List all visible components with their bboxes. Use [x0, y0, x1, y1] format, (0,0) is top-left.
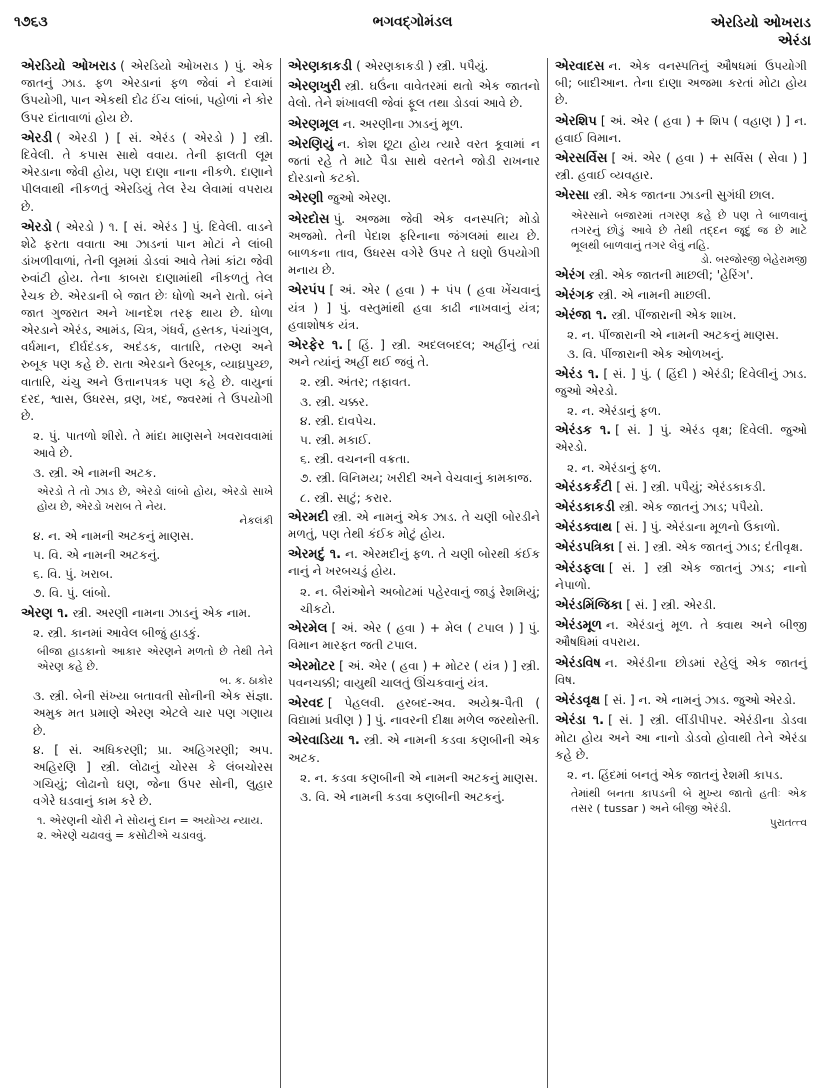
headword: એરવાદસ	[555, 59, 605, 74]
definition: સ્ત્રી. ઘઉંના વાવેતરમાં થતો એક જાતનો વેલો. તેને શંખાવલી જેવાં ફૂલ તથા ડોડવાં આવે છે.	[288, 79, 540, 111]
dictionary-entry	[555, 519, 807, 536]
definition: [ સં. ] સ્ત્રી એક જાતનું ઝાડ; નાનો નેપાળો.	[555, 560, 807, 592]
citation-source: ડો. બરજોરજી બેહેરામજી	[700, 253, 807, 266]
dictionary-entry	[288, 509, 540, 543]
dictionary-entry	[555, 58, 807, 110]
dictionary-entry	[21, 605, 273, 622]
citation-source: નેકલંકી	[239, 514, 273, 527]
definition: સ્ત્રી. એ નામની માછલી.	[598, 287, 712, 302]
definition: [ સં. ] સ્ત્રી. એરડી.	[626, 598, 717, 613]
dictionary-entry	[21, 219, 273, 425]
headword: એરમદી	[288, 509, 329, 525]
dictionary-entry	[288, 78, 540, 112]
headword: એરંગક	[555, 287, 595, 303]
definition: [ અં. એર ( હવા ) + શિપ ( વહાણ ) ] ન. હવાઈ વિમાન.	[555, 113, 807, 145]
definition: ન. અરણીના ઝાડનું મૂળ.	[342, 116, 464, 131]
definition: સ્ત્રી. એ નામની કડવા કણબીની એક અટક.	[288, 733, 540, 765]
sub-sense: ૨. ન. કડવા કણબીની એ નામની અટકનું માણસ.	[300, 770, 539, 785]
headword: એરંજા ૧.	[555, 308, 608, 324]
headword: એરવાડિયા ૧.	[288, 733, 360, 749]
definition: સ્ત્રી. પીંજારાની એક શાખ.	[611, 308, 737, 323]
dictionary-entry	[555, 113, 807, 147]
headword: એરસા	[555, 188, 590, 204]
headword: એરંડમૂળ	[555, 618, 602, 634]
sub-sense: ૭. વિ. પું. લાંબો.	[33, 586, 111, 601]
dictionary-entry	[21, 130, 273, 216]
definition: ન. એરંડીના છોડમાં રહેલું એક જાતનું વિષ.	[555, 655, 807, 687]
quotation: એરસાને બજારમાં તગરણ કહે છે પણ તે બાળવાનું તગરનું છોડું આવે છે તેથી તદ્દન જૂદું જ છે માટે ભૂલથી બાળવાનું તગર લેવું નહિ.	[571, 208, 807, 252]
headword: એરણિયું	[288, 136, 334, 152]
definition: [ સં. ] સ્ત્રી. પપૈયું; એરંડકાકડી.	[616, 479, 766, 494]
headword: એરંડવિષ	[555, 655, 601, 671]
citation-source: બ. ક. ઠાકોર	[219, 675, 273, 688]
definition: [ અં. એર ( હવા ) + સર્વિસ ( સેવા ) ] સ્ત્રી. હવાઈ વ્યવહાર.	[555, 151, 807, 183]
headword: એરણકાકડી	[288, 59, 353, 74]
definition: ( એરડો ) ૧. [ સં. એરંડ ] પું. દિવેલી. વાડને શેઢે ફરતા વવાતા આ ઝાડનાં પાન મોટાં ને લાંબી ડાંખળીવાળાં, તેની લૂમમાં ડોડવાં આવે તેમાં કાંટા જેવી રુવાંટી હોય. તેના કાબરા દાણામાંથી નીકળતું તેલ રેચક છે. એરડાની બે જાત છેઃ ધોળો અને રાતો. બંને જાત ગુજરાત અને ખાનદેશ તરફ થાય છે. ધોળા એરડાને એરંડ, આમંડ, ચિત્ર, ગંધર્વ, હસ્તક, પંચાંગુલ, વર્ધમાન, દીર્ઘદંડક, અદંડક, વાતારિ, તરુણ અને રુબૂક પણ કહે છે. રાતા એરડાને ઉરબૂક, વ્યાઘ્રપુચ્છ, વાતારિ, ચંચુ અને ઉત્તાનપત્રક પણ કહે છે. વાયુનાં દરદ, શ્વાસ, ઉધરસ, વ્રણ, ખદ, જ્વરમાં તે ઉપયોગી છે.	[21, 219, 273, 424]
definition: [ સં. ] સ્ત્રી. લીંડીપીપર. એરંડીના ડોડવા મોટા હોય અને આ નાનો ડોડવો હોવાથી તેને એરંડા કહે છે.	[555, 713, 808, 762]
definition: [ અં. એર ( હવા ) + મોટર ( યંત્ર ) ] સ્ત્રી. પવનચક્કી; વાયુથી ચાલતું ઊંચકવાનું યંત્ર.	[288, 658, 540, 690]
sub-sense: ૮. સ્ત્રી. સાટું; કરાર.	[300, 490, 393, 505]
dictionary-entry	[21, 58, 273, 127]
definition: સ્ત્રી. એ નામનું એક ઝાડ. તે ચણી બોરડીને મળતું, પણ તેથી કંઈક મોટું હોય.	[288, 509, 540, 542]
dictionary-entry	[555, 560, 807, 594]
dictionary-entry	[555, 187, 807, 204]
headword: એરદોસ	[288, 211, 330, 227]
sub-sense: ૩. વિ. પીંજારાની એક ઓળખનું.	[567, 347, 725, 362]
definition: [ પેહલવી. હરબદ-અવ. અયેશ્ર-પૈતી ( વિદ્યામાં પ્રવીણ ) ] પું. નાવરની દીક્ષા મળેલ જરથોસ્તી.	[288, 695, 540, 728]
headword: એરમોટર	[288, 658, 336, 674]
sub-sense: ૨. ન. એરંડાનું ફળ.	[567, 404, 662, 419]
dictionary-entry	[555, 597, 807, 614]
dictionary-entry	[555, 287, 807, 304]
dictionary-entry	[555, 539, 807, 556]
headword: એરણી	[288, 191, 324, 207]
definition: [ સં. ] પું. એરંડ વૃક્ષ; દિવેલી. જુઓ એરડો.	[555, 423, 807, 455]
sub-sense: ૨. સ્ત્રી. કાનમાં આવેલ બીજું હાડકું.	[33, 625, 201, 640]
definition: ન. એરંડાનું મૂળ. તે ક્વાથ અને બીજી ઔષધિમાં વપરાય.	[555, 618, 807, 650]
definition: [ સં. ] પું. એરંડાના મૂળનો ઉકાળો.	[616, 520, 781, 535]
sub-sense: ૨. ન. હિંદમાં બનતું એક જાતનું રેશમી કાપડ.	[567, 767, 784, 782]
guide-words	[711, 14, 811, 50]
definition: ( એરણકાકડી ) સ્ત્રી. પપૈયું.	[356, 59, 489, 73]
headword: એરમદું ૧.	[288, 547, 342, 563]
dictionary-entry	[288, 58, 540, 75]
sub-sense: ૪. સ્ત્રી. દાવપેચ.	[300, 413, 377, 428]
dictionary-entry	[555, 366, 807, 400]
headword: એરંડક ૧.	[555, 423, 612, 439]
definition: ન. કોશ છૂટા હોય ત્યારે વરત કૂવામાં ન જતાં રહે તે માટે પૈડા સાથે વરતને જોડી રાખનાર દોરડાનો કટકો.	[288, 136, 540, 186]
headword: એરંડક્વાથ	[555, 520, 613, 536]
dictionary-entry	[288, 658, 540, 692]
sub-sense: ૩. સ્ત્રી. ચક્કર.	[300, 394, 369, 409]
sub-sense: ૨. પું. પાતળો શીરો. તે માંદા માણસને ખવરાવવામાં આવે છે.	[33, 429, 273, 461]
guide-word-first: એરડિયો ઓખરાડ	[710, 15, 811, 31]
sub-sense: ૩. વિ. એ નામની કડવા કણબીની અટકનું.	[300, 789, 505, 804]
definition: [ સં. ] ન. એ નામનું ઝાડ. જુઓ એરડો.	[604, 693, 796, 708]
headword: એરંડવૃક્ષ	[555, 693, 601, 709]
headword: એરંડકાકડી	[555, 500, 615, 516]
dictionary-entry	[555, 712, 807, 764]
dictionary-columns	[14, 58, 814, 1088]
headword: એરંડપત્રિકા	[555, 540, 615, 556]
definition: જુઓ એરણ.	[327, 191, 392, 206]
headword: એરપંપ	[288, 283, 326, 299]
book-title: ભગવદ્ગોમંડલ	[372, 14, 453, 30]
sub-sense: ૩. સ્ત્રી. બેની સંખ્યા બતાવતી સોનીની એક સંજ્ઞા. અમુક મત પ્રમાણે એરણ એટલે ચાર પણ ગણાય છે.	[33, 689, 273, 738]
definition: [ સં. ] સ્ત્રી. એક જાતનું ઝાડ; દંતીવૃક્ષ.	[618, 540, 803, 555]
dictionary-entry	[555, 692, 807, 709]
quotation: ૨. એરણે ચઢાવવું = કસોટીએ ચડાવવું.	[37, 828, 207, 842]
dictionary-entry	[555, 479, 807, 496]
dictionary-entry	[288, 190, 540, 207]
quotation: તેમાંથી બનતા કાપડની બે મુખ્ય જાતો હતીઃ એક તસર ( tussar ) અને બીજી એરંડી.	[571, 787, 807, 816]
sub-sense: ૨. સ્ત્રી. અંતર; તફાવત.	[300, 375, 411, 390]
sub-sense: ૬. વિ. પું. ખરાબ.	[33, 567, 114, 582]
definition: ( એરડી ) [ સં. એરંડ ( એરડો ) ] સ્ત્રી. દિવેલી. તે કપાસ સાથે વવાય. તેની ફાલતી લૂમ એરડાના જેવી હોય, પણ દાણા નાના નીકળે. દાણાને પીલવાથી નીકળતું એરડિયું તેલ રેચ લેવામાં વપરાય છે.	[21, 130, 273, 214]
definition: સ્ત્રી. એક જાતની માછલી; 'હેરિંગ'.	[588, 267, 754, 282]
definition: [ અં. એર ( હવા ) + પંપ ( હવા ખેંચવાનું યંત્ર ) ] પું. વસ્તુમાંથી હવા કાઢી નાખવાનું યંત્ર; હવાશોષક યંત્ર.	[288, 283, 540, 332]
sub-sense: ૫. વિ. એ નામની અટકનું.	[33, 548, 161, 563]
dictionary-entry	[288, 211, 540, 280]
sub-sense: ૩. સ્ત્રી. એ નામની અટક.	[33, 465, 157, 480]
headword: એરણખુરી	[288, 79, 341, 95]
dictionary-entry	[555, 307, 807, 324]
definition: સ્ત્રી. એક જાતનું ઝાડ; પપૈયો.	[618, 500, 764, 515]
dictionary-entry	[288, 337, 540, 371]
headword: એરડો	[21, 219, 52, 235]
headword: એરંડકર્કટી	[555, 479, 613, 495]
dictionary-entry	[555, 655, 807, 689]
headword: એરંગ	[555, 267, 585, 283]
sub-sense: ૫. સ્ત્રી. મકાઈ.	[300, 433, 372, 448]
sub-sense: ૭. સ્ત્રી. વિનિમય; ખરીદી અને વેચવાનું કામકાજ.	[300, 471, 533, 486]
sub-sense: ૪. ન. એ નામની અટકનું માણસ.	[33, 528, 194, 543]
dictionary-entry	[288, 282, 540, 334]
sub-sense: ૨. ન. બૈરાંઓને અબોટમાં પહેરવાનું જાડું રેશમિયું; ચીકટો.	[300, 584, 540, 616]
sub-sense: ૨. ન. એરંડાનું ફળ.	[567, 460, 662, 475]
sub-sense: ૨. ન. પીંજારાની એ નામની અટકનું માણસ.	[567, 328, 779, 343]
quotation: બીજા હાડકાનો આકાર એરણને મળતો છે તેથી તેને એરણ કહે છે.	[37, 645, 273, 674]
dictionary-entry	[288, 546, 540, 580]
definition: સ્ત્રી. અરણી નામના ઝાડનું એક નામ.	[72, 605, 251, 620]
page-number: ૧૭૬૩	[14, 14, 48, 30]
sub-sense: ૬. સ્ત્રી. વચનની વક્રતા.	[300, 452, 411, 467]
dictionary-entry	[555, 267, 807, 284]
headword: એરસર્વિસ	[555, 151, 608, 167]
definition: [ અં. એર ( હવા ) + મેલ ( ટપાલ ) ] પું. વિમાન મારફત જતી ટપાલ.	[288, 621, 540, 653]
headword: એરંડફલા	[555, 560, 605, 576]
headword: એરમેલ	[288, 621, 328, 637]
page-header	[0, 10, 825, 56]
dictionary-entry	[555, 422, 807, 456]
definition: [ હિં. ] સ્ત્રી. અદલબદલ; અહીંનું ત્યાં અને ત્યાંનું અહીં થઈ જવું તે.	[288, 338, 541, 370]
dictionary-entry	[288, 732, 540, 766]
definition: પું. અજમા જેવી એક વનસ્પતિ; મોડો અજમો. તેની પેદાશ ફરિનાના જંગલમાં થાય છે. બાળકના તાવ, ઉધરસ વગેરે ઉપર તે ઘણો ઉપયોગી મનાય છે.	[288, 211, 540, 278]
definition: ( એરડિયો ઓખરાડ ) પું. એક જાતનું ઝાડ. ફળ એરડાનાં ફળ જેવાં ને દવામાં ઉપયોગી, પાન એકથી દોઢ ઈંચ લાંબાં, પહોળાં ને કોર ઉપર દાંતાવાળાં હોય છે.	[21, 59, 273, 125]
headword: એરંડ ૧.	[555, 366, 600, 382]
headword: એરડી	[21, 130, 53, 146]
column-1	[14, 58, 280, 1088]
headword: એરડિયો ઓખરાડ	[21, 59, 117, 74]
headword: એરંડા ૧.	[555, 713, 605, 729]
headword: એરવદ	[288, 695, 324, 711]
sub-sense: ૪. [ સં. અધિકરણી; પ્રા. અહિગરણી; અપ. અહિરણિ ] સ્ત્રી. લોઢાનું ચોરસ કે લંબચોરસ ગચિયું; લોઢાનો ઘણ, જેના ઉપર સોની, લુહાર વગેરે ઘડવાનું કામ કરે છે.	[33, 742, 273, 809]
column-3	[547, 58, 814, 1088]
dictionary-entry	[288, 116, 540, 133]
dictionary-entry	[288, 695, 540, 729]
definition: ન. એક વનસ્પતિનું ઔષધમાં ઉપયોગી બી; બાદીઆન. તેના દાણા અજમા કરતાં મોટા હોય છે.	[555, 59, 807, 108]
quotation: એરડો તે તો ઝાડ છે, એરડો લાંબો હોય, એરડો સાખે હોય છે, એરડો ખરાબ તે નેય.	[37, 484, 273, 513]
definition: [ સં. ] પું. ( હિંદી ) એરંડી; દિવેલીનું ઝાડ. જુઓ એરડો.	[555, 366, 807, 398]
dictionary-entry	[555, 150, 807, 184]
quotation: ૧. એરણની ચોરી ને સોયનું દાન = અયોગ્ય ન્યાય.	[37, 813, 264, 827]
guide-word-last: એરંડા	[777, 33, 811, 49]
dictionary-entry	[555, 499, 807, 516]
headword: એરશિપ	[555, 113, 597, 129]
definition: ન. એરમદીનું ફળ. તે ચણી બોરથી કંઈક નાનું ને ખરબચડું હોય.	[288, 547, 541, 579]
citation-source: પુરાતત્ત્વ	[769, 817, 807, 830]
dictionary-entry	[288, 620, 540, 654]
dictionary-entry	[288, 136, 540, 188]
column-2	[280, 58, 547, 1088]
headword: એરણમૂલ	[288, 116, 339, 132]
dictionary-entry	[555, 617, 807, 651]
headword: એરફેર ૧.	[288, 338, 344, 354]
headword: એરંડમિંજિકા	[555, 598, 623, 614]
headword: એરણ ૧.	[21, 605, 69, 621]
definition: સ્ત્રી. એક જાતના ઝાડની સુગંધી છાલ.	[593, 188, 775, 203]
